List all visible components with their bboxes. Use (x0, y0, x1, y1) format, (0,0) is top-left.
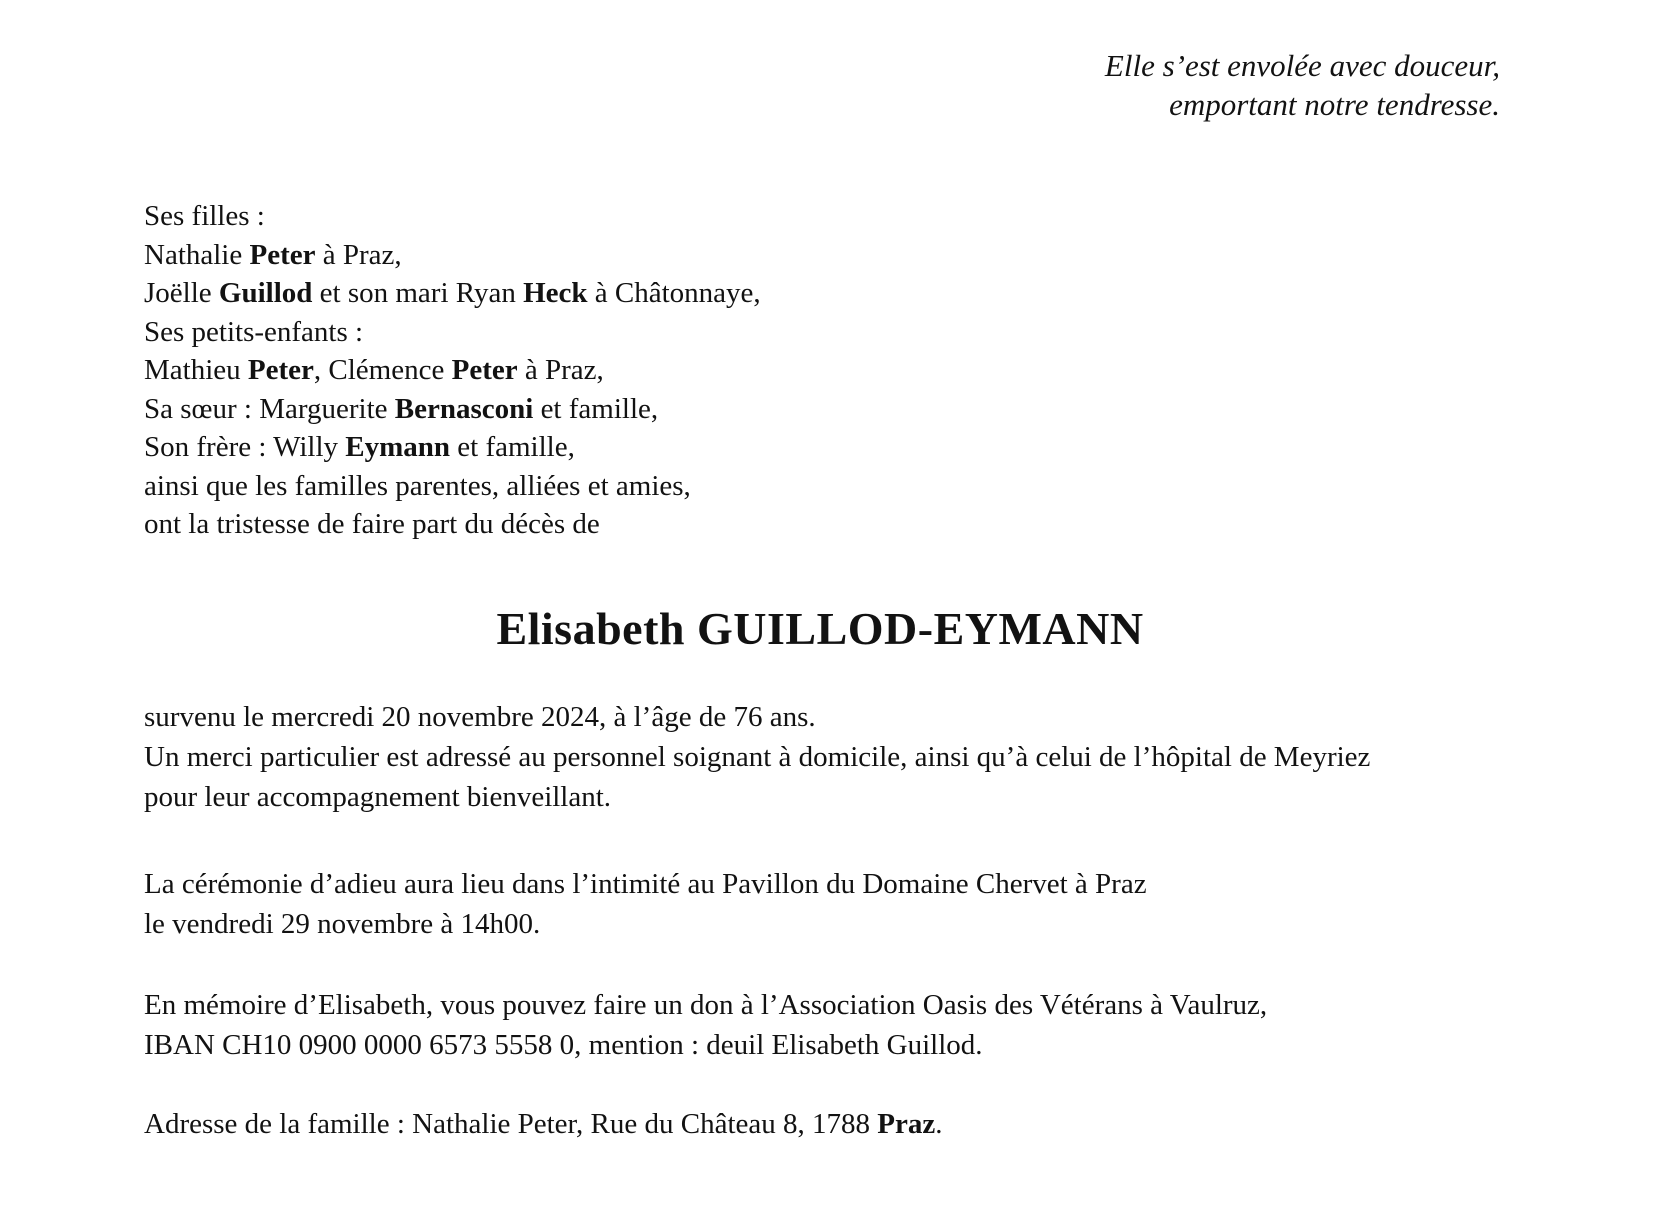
paragraph-family-address (144, 1104, 943, 1144)
text-segment: En mémoire d’Elisabeth, vous pouvez faire un don à l’Association Oasis des Vétérans à Vaulruz, (144, 989, 1268, 1021)
text-line (144, 197, 761, 236)
text-segment: , Clémence (313, 354, 452, 386)
deceased-name: Elisabeth GUILLOD-EYMANN (496, 603, 1144, 654)
family-announcement (144, 197, 761, 544)
surname-bold: Eymann (345, 431, 451, 463)
text-segment: Sa sœur : Marguerite (144, 392, 395, 425)
paragraph-death-and-thanks (144, 697, 1370, 817)
text-segment: Ses filles : (144, 200, 265, 232)
surname-bold: Guillod (218, 277, 313, 309)
text-line (144, 351, 761, 390)
surname-bold: Peter (249, 238, 316, 271)
text-line (144, 864, 1147, 904)
text-line (144, 737, 1370, 777)
paragraph-ceremony (144, 864, 1147, 944)
text-segment: et son mari Ryan (312, 277, 524, 309)
surname-bold: Bernasconi (394, 392, 534, 425)
text-segment: à Praz, (315, 238, 402, 271)
text-segment: La cérémonie d’adieu aura lieu dans l’intimité au Pavillon du Domaine Chervet à Praz (144, 868, 1147, 900)
text-segment: Ses petits-enfants : (144, 315, 364, 348)
text-line (144, 467, 761, 506)
surname-bold: Peter (247, 354, 314, 386)
text-line (144, 1025, 1267, 1065)
text-segment: pour leur accompagnement bienveillant. (144, 781, 612, 813)
text-line (144, 777, 1370, 817)
text-line (144, 985, 1267, 1025)
text-segment: Adresse de la famille : Nathalie Peter, Rue du Château 8, 1788 (144, 1108, 878, 1140)
text-segment: . (935, 1108, 943, 1140)
text-segment: Mathieu (144, 354, 248, 386)
text-segment: Un merci particulier est adressé au personnel soignant à domicile, ainsi qu’à celui de l’hôpital de Meyriez (144, 741, 1371, 773)
surname-bold: Peter (451, 354, 518, 386)
text-segment: survenu le mercredi 20 novembre 2024, à l’âge de 76 ans. (144, 701, 816, 733)
text-segment: IBAN CH10 0900 0000 6573 5558 0, mention : deuil Elisabeth Guillod. (144, 1029, 983, 1061)
text-line (144, 390, 761, 429)
text-line (144, 236, 761, 275)
epigraph (1105, 46, 1500, 124)
text-segment: ainsi que les familles parentes, alliées et amies, (144, 469, 691, 502)
paragraph-donation (144, 985, 1267, 1065)
text-segment: et famille, (533, 392, 659, 425)
deceased-name-row (144, 603, 1496, 655)
text-line (144, 428, 761, 467)
text-segment: le vendredi 29 novembre à 14h00. (144, 908, 541, 940)
surname-bold: Praz (877, 1108, 936, 1140)
text-line (144, 274, 761, 313)
surname-bold: Heck (523, 277, 588, 309)
text-segment: Joëlle (144, 277, 219, 309)
text-line (144, 313, 761, 352)
text-line (144, 697, 1370, 737)
text-line (144, 505, 761, 544)
text-segment: Nathalie (144, 238, 250, 271)
text-line (144, 1104, 943, 1144)
text-segment: et famille, (450, 431, 575, 463)
text-segment: Son frère : Willy (144, 431, 346, 463)
text-segment: à Châtonnaye, (587, 277, 761, 309)
epigraph-line: emportant notre tendresse. (1169, 87, 1500, 122)
epigraph-line: Elle s’est envolée avec douceur, (1104, 48, 1500, 83)
text-segment: ont la tristesse de faire part du décès de (144, 508, 600, 540)
text-segment: à Praz, (517, 354, 604, 386)
text-line (144, 904, 1147, 944)
